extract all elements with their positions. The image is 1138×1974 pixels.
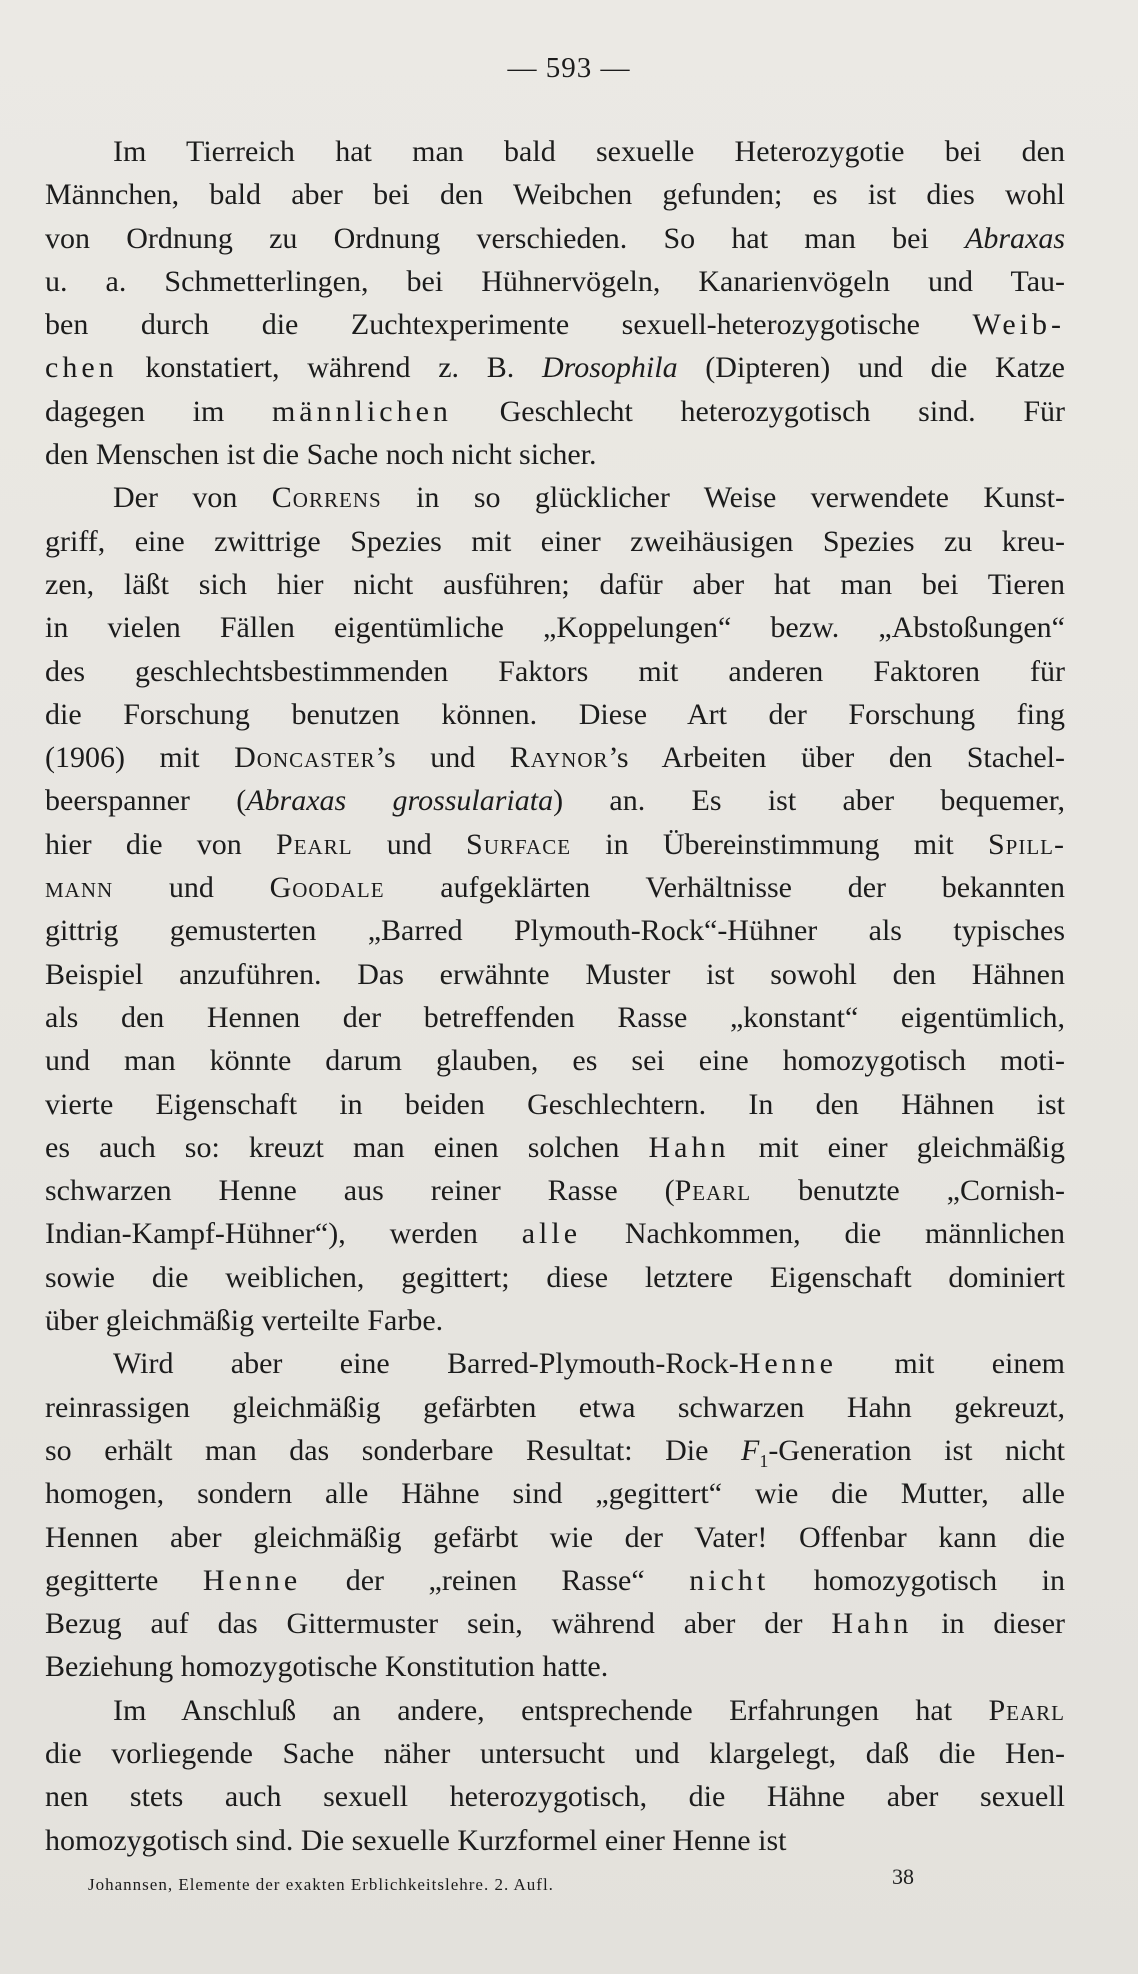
- text-segment: u. a. Schmetterlingen, bei Hühnervögeln, Kanarienvögeln und Tau-: [45, 264, 1065, 298]
- text-segment: Pearl: [674, 1174, 752, 1208]
- text-segment: Hahn: [648, 1130, 730, 1164]
- text-segment: die vorliegende Sache näher untersucht und klargelegt, daß die Hen-: [45, 1736, 1065, 1770]
- text-segment: schwarzen Henne aus reiner Rasse (: [45, 1174, 675, 1208]
- text-segment: Bezug auf das Gittermuster sein, während aber der: [45, 1607, 832, 1641]
- text-segment: nicht: [689, 1563, 770, 1597]
- text-segment: über gleichmäßig verteilte Farbe.: [45, 1304, 444, 1338]
- text-segment: Beispiel anzuführen. Das erwähnte Muster ist sowohl den Hähnen: [45, 957, 1065, 991]
- text-segment: Goodale: [269, 871, 385, 905]
- text-segment: in Übereinstimmung mit: [571, 827, 988, 861]
- text-line: [45, 736, 1065, 779]
- text-segment: 1: [759, 1450, 769, 1471]
- text-segment: ) an. Es ist aber bequemer,: [553, 784, 1065, 818]
- text-line: [45, 520, 1065, 563]
- paragraph: [45, 1689, 1065, 1862]
- text-line: [45, 1299, 1065, 1342]
- text-line: [45, 476, 1065, 519]
- text-segment: vierte Eigenschaft in beiden Geschlechtern. In den Hähnen ist: [45, 1087, 1065, 1121]
- text-segment: Spill-: [988, 827, 1065, 861]
- text-segment: Im Anschluß an andere, entsprechende Erfahrungen hat: [113, 1693, 989, 1727]
- text-segment: Geschlecht heterozygotisch sind. Für: [451, 394, 1065, 428]
- text-line: [45, 1602, 1065, 1645]
- text-segment: F: [740, 1433, 760, 1467]
- text-segment: Wird aber eine Barred-Plymouth-Rock-: [113, 1347, 739, 1381]
- text-line: [45, 346, 1065, 389]
- text-segment: konstatiert, während z. B.: [117, 351, 542, 385]
- text-segment: gegitterte: [45, 1563, 203, 1597]
- text-segment: Abraxas: [965, 221, 1065, 255]
- paragraph: [45, 1342, 1065, 1688]
- text-segment: als den Hennen der betreffenden Rasse „konstant“ eigentümlich,: [45, 1000, 1065, 1034]
- text-line: [45, 1386, 1065, 1429]
- text-segment: homogen, sondern alle Hähne sind „gegittert“ wie die Mutter, alle: [45, 1477, 1065, 1511]
- text-segment: so erhält man das sonderbare Resultat: Die: [45, 1433, 741, 1467]
- text-line: [45, 260, 1065, 303]
- text-segment: griff, eine zwittrige Spezies mit einer zweihäusigen Spezies zu kreu-: [45, 524, 1065, 558]
- text-segment: Henne: [738, 1347, 837, 1381]
- text-segment: nen stets auch sexuell heterozygotisch, die Hähne aber sexuell: [45, 1780, 1065, 1814]
- text-line: [45, 953, 1065, 996]
- text-line: [45, 650, 1065, 693]
- text-line: [45, 1472, 1065, 1515]
- text-line: [45, 1559, 1065, 1602]
- text-segment: Indian-Kampf-Hühner“), werden: [45, 1217, 522, 1251]
- text-line: [45, 1169, 1065, 1212]
- text-segment: (Dipteren) und die Katze: [677, 351, 1065, 385]
- text-line: [45, 390, 1065, 433]
- text-segment: aufgeklärten Verhältnisse der bekannten: [384, 871, 1065, 905]
- text-line: [45, 1732, 1065, 1775]
- text-segment: in so glücklicher Weise verwendete Kunst-: [381, 481, 1065, 515]
- text-line: [45, 693, 1065, 736]
- text-segment: Im Tierreich hat man bald sexuelle Heterozygotie bei den: [113, 135, 1065, 168]
- page-number: — 593 —: [507, 52, 631, 84]
- text-line: [45, 433, 1065, 476]
- text-line: [45, 1516, 1065, 1559]
- text-segment: Hahn: [831, 1607, 913, 1641]
- text-segment: die Forschung benutzen können. Diese Art der Forschung fing: [45, 697, 1065, 731]
- text-line: [45, 1775, 1065, 1818]
- text-segment: dagegen im: [45, 394, 272, 428]
- text-line: [45, 996, 1065, 1039]
- text-segment: mit einem: [836, 1347, 1065, 1381]
- text-line: [45, 779, 1065, 822]
- text-line: [45, 909, 1065, 952]
- text-segment: Surface: [466, 827, 572, 861]
- text-segment: -Generation ist nicht: [768, 1433, 1065, 1467]
- text-segment: alle: [521, 1217, 582, 1251]
- text-segment: reinrassigen gleichmäßig gefärbten etwa schwarzen Hahn gekreuzt,: [45, 1390, 1065, 1424]
- text-segment: ’s und: [375, 741, 510, 775]
- text-segment: zen, läßt sich hier nicht ausführen; dafür aber hat man bei Tieren: [45, 567, 1065, 601]
- text-segment: hier die von: [45, 827, 277, 861]
- text-segment: sowie die weiblichen, gegittert; diese letztere Eigenschaft dominiert: [45, 1260, 1065, 1294]
- text-segment: der „reinen Rasse“: [301, 1563, 690, 1597]
- text-line: [45, 563, 1065, 606]
- text-line: [45, 866, 1065, 909]
- text-line: [45, 1083, 1065, 1126]
- text-segment: gittrig gemusterten „Barred Plymouth-Rock“-Hühner als typisches: [45, 914, 1065, 948]
- text-line: [45, 1819, 1065, 1862]
- text-segment: Beziehung homozygotische Konstitution hatte.: [45, 1650, 609, 1684]
- text-line: [45, 1212, 1065, 1255]
- text-segment: mit einer gleichmäßig: [729, 1130, 1065, 1164]
- text-segment: Männchen, bald aber bei den Weibchen gefunden; es ist dies wohl: [45, 178, 1065, 212]
- text-segment: chen: [45, 351, 118, 385]
- text-segment: Pearl: [988, 1693, 1065, 1727]
- text-line: [45, 1689, 1065, 1732]
- text-segment: Hennen aber gleichmäßig gefärbt wie der Vater! Offenbar kann die: [45, 1520, 1065, 1554]
- footer-citation: Johannsen, Elemente der exakten Erblichkeitslehre. 2. Aufl.: [88, 1875, 554, 1894]
- text-line: [45, 606, 1065, 649]
- text-line: [45, 303, 1065, 346]
- text-segment: Weib-: [972, 308, 1065, 342]
- text-line: [45, 1039, 1065, 1082]
- sheet-number: 38: [892, 1864, 914, 1889]
- body-text: [45, 130, 1065, 1862]
- text-segment: beerspanner (: [45, 784, 247, 818]
- text-segment: Der von: [113, 481, 272, 515]
- text-segment: von Ordnung zu Ordnung verschieden. So hat man bei: [45, 221, 965, 255]
- text-segment: Nachkommen, die männlichen: [581, 1217, 1065, 1251]
- text-line: [45, 1429, 1065, 1472]
- text-segment: männlichen: [271, 394, 452, 428]
- text-segment: ’s Arbeiten über den Stachel-: [608, 741, 1065, 775]
- text-segment: Raynor: [509, 741, 609, 775]
- text-segment: (1906) mit: [45, 741, 235, 775]
- text-segment: es auch so: kreuzt man einen solchen: [45, 1130, 649, 1164]
- text-segment: Correns: [271, 481, 382, 515]
- text-segment: Abraxas grossulariata: [246, 784, 554, 818]
- text-line: [45, 1126, 1065, 1169]
- text-line: [45, 1645, 1065, 1688]
- text-line: [45, 1256, 1065, 1299]
- text-segment: homozygotisch sind. Die sexuelle Kurzformel einer Henne ist: [45, 1823, 787, 1857]
- text-segment: in vielen Fällen eigentümliche „Koppelungen“ bezw. „Abstoßungen“: [45, 611, 1065, 645]
- text-segment: mann: [45, 871, 114, 905]
- text-segment: Henne: [202, 1563, 302, 1597]
- text-segment: Doncaster: [234, 741, 376, 775]
- text-segment: ben durch die Zuchtexperimente sexuell-heterozygotische: [45, 308, 973, 342]
- paragraph: [45, 130, 1065, 476]
- text-segment: und: [352, 827, 467, 861]
- text-segment: des geschlechtsbestimmenden Faktors mit anderen Faktoren für: [45, 654, 1065, 688]
- text-segment: und: [113, 871, 270, 905]
- text-segment: Pearl: [276, 827, 353, 861]
- text-line: [45, 217, 1065, 260]
- text-segment: benutzte „Cornish-: [751, 1174, 1065, 1208]
- text-segment: homozygotisch in: [769, 1563, 1065, 1597]
- text-segment: in dieser: [912, 1607, 1065, 1641]
- text-segment: Drosophila: [542, 351, 678, 385]
- text-segment: den Menschen ist die Sache noch nicht sicher.: [45, 438, 597, 472]
- text-line: [45, 173, 1065, 216]
- text-line: [45, 130, 1065, 173]
- paragraph: [45, 476, 1065, 1342]
- text-line: [45, 1342, 1065, 1385]
- text-line: [45, 823, 1065, 866]
- text-segment: und man könnte darum glauben, es sei eine homozygotisch moti-: [45, 1044, 1065, 1078]
